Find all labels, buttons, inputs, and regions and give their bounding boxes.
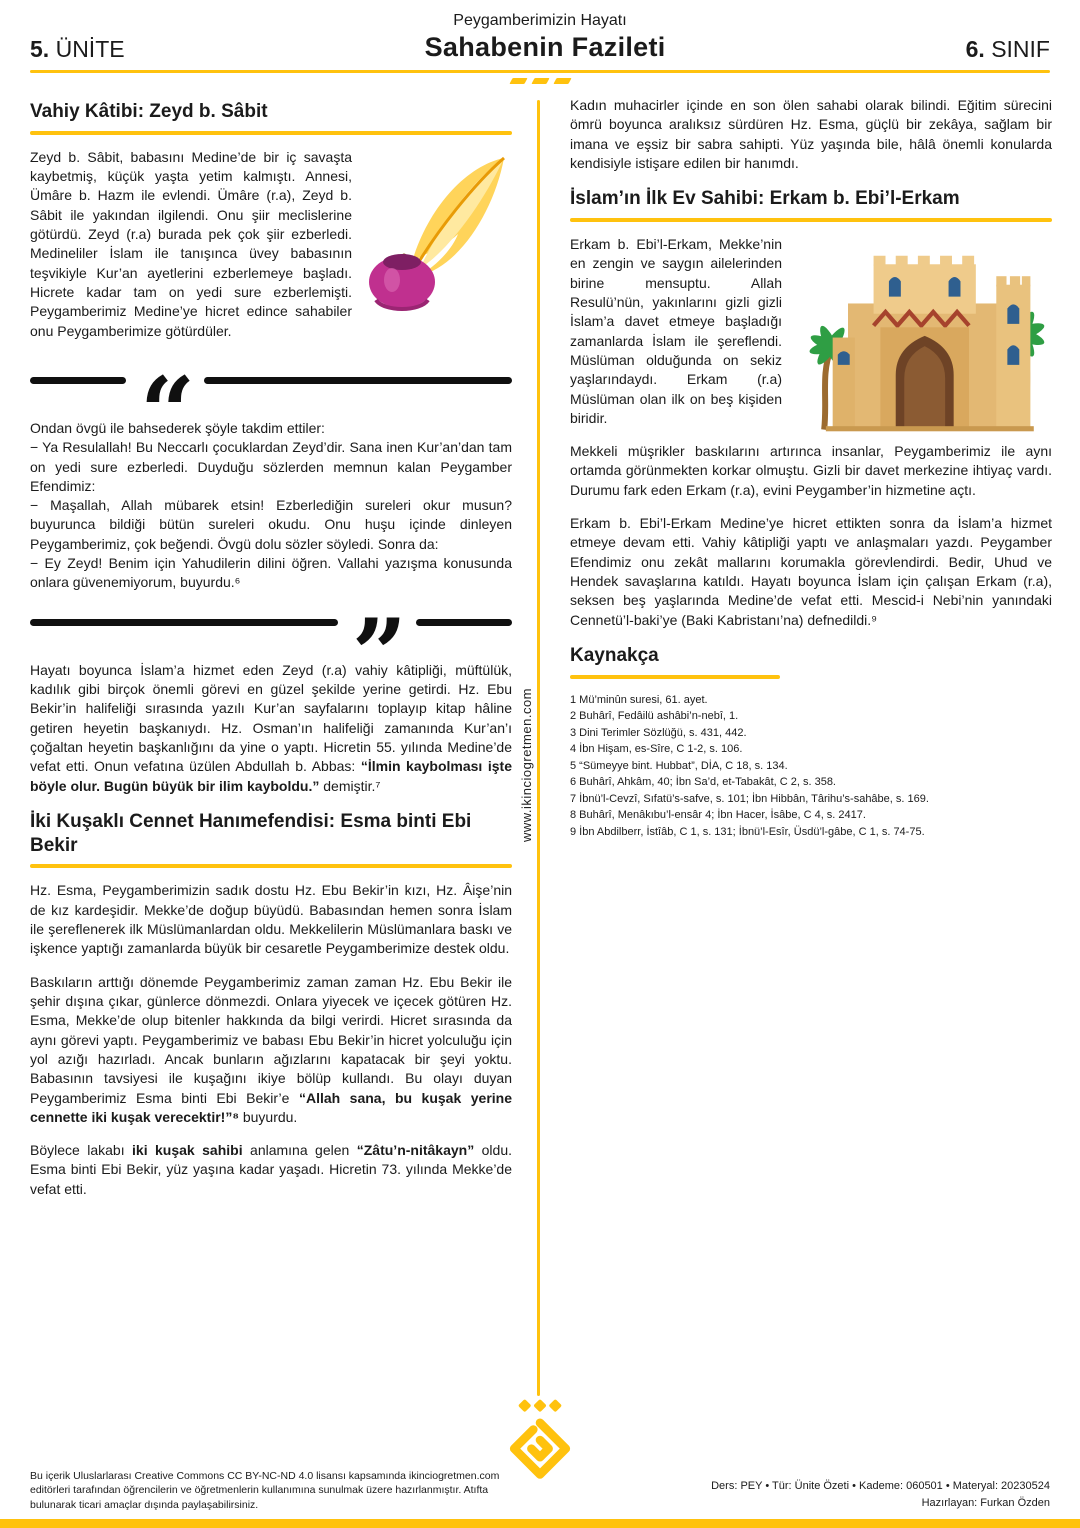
- paragraph-zeyd-legacy: [30, 661, 512, 796]
- footer-meta-line2: Hazırlayan: Furkan Özden: [921, 1496, 1050, 1509]
- heading-underline: [570, 218, 1052, 222]
- column-divider-line: [537, 100, 540, 1396]
- quote-line: − Ey Zeyd! Benim için Yahudilerin dilini öğren. Vallahi yazışma konusunda onlara güvenemiyorum, buyurdu.⁶: [30, 555, 512, 591]
- reference-item: 8 Buhârî, Menâkıbu’l-ensâr 4; İbn Hacer, İsâbe, C 4, s. 2417.: [570, 809, 866, 822]
- reference-item: 3 Dini Terimler Sözlüğü, s. 431, 442.: [570, 726, 747, 739]
- paragraph-text: Böylece lakabı: [30, 1142, 133, 1159]
- unit-number: 5.: [30, 36, 50, 62]
- quote-close-decoration: ”: [30, 597, 512, 649]
- reference-item: 1 Mü’minûn suresi, 61. ayet.: [570, 693, 708, 706]
- heading-underline: [30, 131, 512, 135]
- heading-underline: [570, 675, 780, 679]
- nickname-bold-text: “Zâtu’n-nitâkayn”: [356, 1142, 475, 1159]
- paragraph-esma-3: [30, 1141, 512, 1199]
- paragraph-text: oldu. Esma binti Ebi Bekir, yüz yaşına kadar yaşadı. Hicretin 73. yılında Mekke’de vefat etti.: [30, 1142, 513, 1197]
- quote-open-decoration: “: [30, 355, 512, 407]
- reference-item: 7 İbnü’l-Cevzî, Sıfatü’s-safve, s. 101; İbn Hibbân, Târihu’s-sahâbe, s. 169.: [570, 792, 929, 805]
- grade-label: [966, 36, 1050, 63]
- references-list: [570, 692, 1052, 841]
- title-row: [0, 30, 1080, 63]
- page-title: Sahabenin Fazileti: [424, 32, 666, 62]
- section-heading-zeyd: Vahiy Kâtibi: Zeyd b. Sâbit: [30, 101, 268, 122]
- grade-text: SINIF: [991, 36, 1050, 62]
- quote-line: − Maşallah, Allah mübarek etsin! Ezberlediğin sureleri okur musun? buyurunca bildiği bütün sureleri okudu. Onu huşu içinde dinleyen Peygamberimiz, çok beğendi. Övgü dolu sözler söyledi. Sonra da:: [30, 497, 512, 552]
- quote-bold-text: “İlmin kaybolması işte böyle olur. Bugün büyük bir ilim kayboldu.”: [30, 758, 512, 794]
- section-heading-references: Kaynakça: [570, 644, 659, 666]
- paragraph-esma-continued: Kadın muhacirler içinde en son ölen sahabi olarak bilindi. Eğitim sürecini ömrü boyunca aralıksız sürdüren Hz. Esma, güçlü bir zekâya, sağlam bir imana ve eşsiz bir sabra sahipti. Yüz yaşında bile, hâlâ önemli konularda kendisiyle istişare edilen bir hanımdı.: [570, 97, 1052, 171]
- heading-underline: [30, 864, 512, 868]
- house-illustration: [794, 237, 1052, 433]
- quill-inkwell-illustration: [362, 150, 512, 348]
- quote-bar: [30, 377, 126, 384]
- section-heading-esma: İki Kuşaklı Cennet Hanımefendisi: Esma binti Ebi Bekir: [30, 810, 472, 856]
- footer-license-text: Bu içerik Uluslarlarası Creative Commons CC BY-NC-ND 4.0 lisansı kapsamında ikinciogretmen.com editörleri tarafından öğrencilerin ve öğretmenlerin kullanımına sunulmak üzere hazırlanmıştır. Atıfta bulunarak ticari amaçlar dışında paylaşabilirsiniz.: [30, 1469, 500, 1511]
- quote-line: − Ya Resulallah! Bu Neccarlı çocuklardan Zeyd’dir. Sana inen Kur’an’dan tam on yedi sure ezberledi. Duyduğu sözlerden memnun kalan Peygamber Efendimiz:: [30, 439, 512, 494]
- content-columns: [0, 84, 1080, 1213]
- dash-icon: [531, 78, 549, 84]
- document-title: Peygamberimizin Hayatı: [453, 12, 627, 29]
- reference-item: 4 İbn Hişam, es-Sîre, C 1-2, s. 106.: [570, 743, 743, 756]
- quote-bar: [204, 377, 512, 384]
- dash-icon: [553, 78, 571, 84]
- footer: [30, 1469, 1050, 1512]
- quote-bar: [416, 619, 512, 626]
- quote-line: Ondan övgü ile bahsederek şöyle takdim ettiler:: [30, 419, 325, 436]
- header: [0, 0, 1080, 84]
- header-divider-line: [30, 70, 1050, 73]
- paragraph-esma-2: [30, 973, 512, 1128]
- section-heading-erkam: İslam’ın İlk Ev Sahibi: Erkam b. Ebi’l-Erkam: [570, 188, 960, 210]
- unit-text: ÜNİTE: [55, 36, 125, 62]
- left-column: [30, 96, 512, 1213]
- quote-bar: [30, 619, 338, 626]
- paragraph-text: demiştir.⁷: [319, 777, 381, 794]
- watermark-url: www.ikinciogretmen.com: [519, 688, 534, 843]
- paragraph-text: Erkam b. Ebi’l-Erkam, Mekke’nin en zengin ve saygın ailelerinden birine mensuptu. Allah Resulü’nün, yakınlarını gizli gizli İslam’a davet etmeye başladığı zamanlarda İslam ile şereflendi. Müslüman olduğunda on sekiz yaşlarındaydı. Erkam (r.a) Müslüman olan ilk on beş kişiden biridir.: [570, 236, 782, 426]
- reference-item: 2 Buhârî, Fedâilü ashâbi’n-nebî, 1.: [570, 710, 739, 723]
- paragraph-erkam-3: Erkam b. Ebi’l-Erkam Medine’ye hicret ettikten sonra da İslam’a hizmet etmeye devam etti. Vahiy kâtipliği yaptı ve anlaşmaları yazdı. Peygamber Efendimiz onu zekât mallarını korumakla görevlendirdi. Bedir, Uhud ve Hendek savaşlarına katıldı. Hayatı boyunca İslam için çalışan Erkam (r.a), seksen beş yaşlarında Medine’de vefat etti. Mescid-i Nebi’nin yanındaki Cennetü’l-baki’ye (Baki Kabristanı’na) defnedildi.⁹: [570, 515, 1052, 628]
- reference-item: 9 İbn Abdilberr, İstîâb, C 1, s. 131; İbnü’l-Esîr, Üsdü’l-gâbe, C 1, s. 74-75.: [570, 825, 925, 838]
- hadith-bold-text: “Allah sana, bu kuşak yerine cennette iki kuşak verecektir!”⁸: [30, 1089, 512, 1125]
- reference-item: 6 Buhârî, Ahkâm, 40; İbn Sa’d, et-Tabakât, C 2, s. 358.: [570, 776, 836, 789]
- paragraph-text: Hayatı boyunca İslam’a hizmet eden Zeyd (r.a) vahiy kâtipliği, müftülük, kadılık gibi birçok önemli görevi en güzel şekilde yerine getirdi. Hz. Ebu Bekir’in halifeliği sırasında yazılı Kur’an sayfalarını toplayıp kitap hâline getiren heyetin başkanıydı. Hz. Osman’ın halifeliği zamanında Kur’an’ı çoğaltan heyetin başkanlığını da yine o yaptı. Hicretin 55. yılında Medine’de vefat etti. Onun vefatına üzülen Abdullah b. Abbas:: [30, 661, 512, 775]
- paragraph-text: Baskıların arttığı dönemde Peygamberimiz zaman zaman Hz. Ebu Bekir ile şehir dışına çıkar, günlerce dönmezdi. Onlara yiyecek ve içecek götüren Hz. Esma, Mekke’de olup bitenler hakkında da bilgi verirdi. Hicret sırasında da aynı görevi yaptı. Peygamberimiz ve babası Ebu Bekir’in hicret yolculuğu için yol azığı hazırladı. Ancak bunların ağızlarını kapatacak bir şeyi yoktu. Babasının tavsiyesi ile kuşağını ikiye bölüp kullandı. Bu olayı duyan Peygamberimiz Esma binti Ebi Bekir’e: [30, 973, 512, 1106]
- dash-icon: [509, 78, 527, 84]
- paragraph-esma-1: Hz. Esma, Peygamberimizin sadık dostu Hz. Ebu Bekir’in kızı, Hz. Âişe’nin de kız kardeşidir. Mekke’de doğup büyüdü. Babasından hemen sonra İslam ile şereflenerek ilk Müslümanlardan oldu. Mekkelilerin Müslümanlara baskı ve işkence yaptığı zamanlarda büyük bir cesaretle Peygamberimize destek oldu.: [30, 882, 512, 957]
- right-column: [570, 96, 1052, 1213]
- reference-item: 5 “Sümeyye bint. Hubbat”, DİA, C 18, s. 134.: [570, 759, 788, 772]
- paragraph-zeyd-intro: [30, 148, 512, 341]
- quote-block: [30, 419, 512, 593]
- paragraph-erkam-2: Mekkeli müşrikler baskılarını artırınca insanlar, Peygamberimiz ile aynı ortamda görünmekten korkar olmuştu. Gizli bir davet merkezine ihtiyaç vardı. Durumu fark eden Erkam (r.a), evini Peygamber’in hizmetine açtı.: [570, 443, 1052, 498]
- paragraph-text: buyurdu.: [238, 1108, 298, 1125]
- unit-label: [30, 36, 125, 63]
- grade-number: 6.: [965, 36, 985, 62]
- nickname-bold-text: iki kuşak sahibi: [132, 1142, 243, 1159]
- bottom-accent-bar: [0, 1519, 1080, 1528]
- footer-meta: [711, 1478, 1050, 1512]
- paragraph-erkam-1: [570, 235, 1052, 428]
- paragraph-text: Zeyd b. Sâbit, babasını Medine’de bir iç savaşta kaybetmiş, küçük yaşta yetim kalmıştı. Annesi, Ümâre b. Hazm ile evlendi. Ümâre (r.a), Zeyd b. Sâbit ile yakından ilgilendi. Onu şiir meclislerine götürdü. Zeyd (r.a) burada pek çok şiir ezberledi. Medineliler İslam ile tanışınca üvey babasının teşvikiyle Kur’an ayetlerini ezberlemeye başladı. Hicrete kadar tam on yedi sure ezberlemişti. Peygamberimiz Medine’ye hicret edince sahabiler onu Peygamberimize götürdüler.: [30, 148, 352, 339]
- paragraph-text: anlamına gelen: [242, 1142, 357, 1159]
- footer-meta-line1: Ders: PEY • Tür: Ünite Özeti • Kademe: 060501 • Materyal: 20230524: [711, 1479, 1050, 1492]
